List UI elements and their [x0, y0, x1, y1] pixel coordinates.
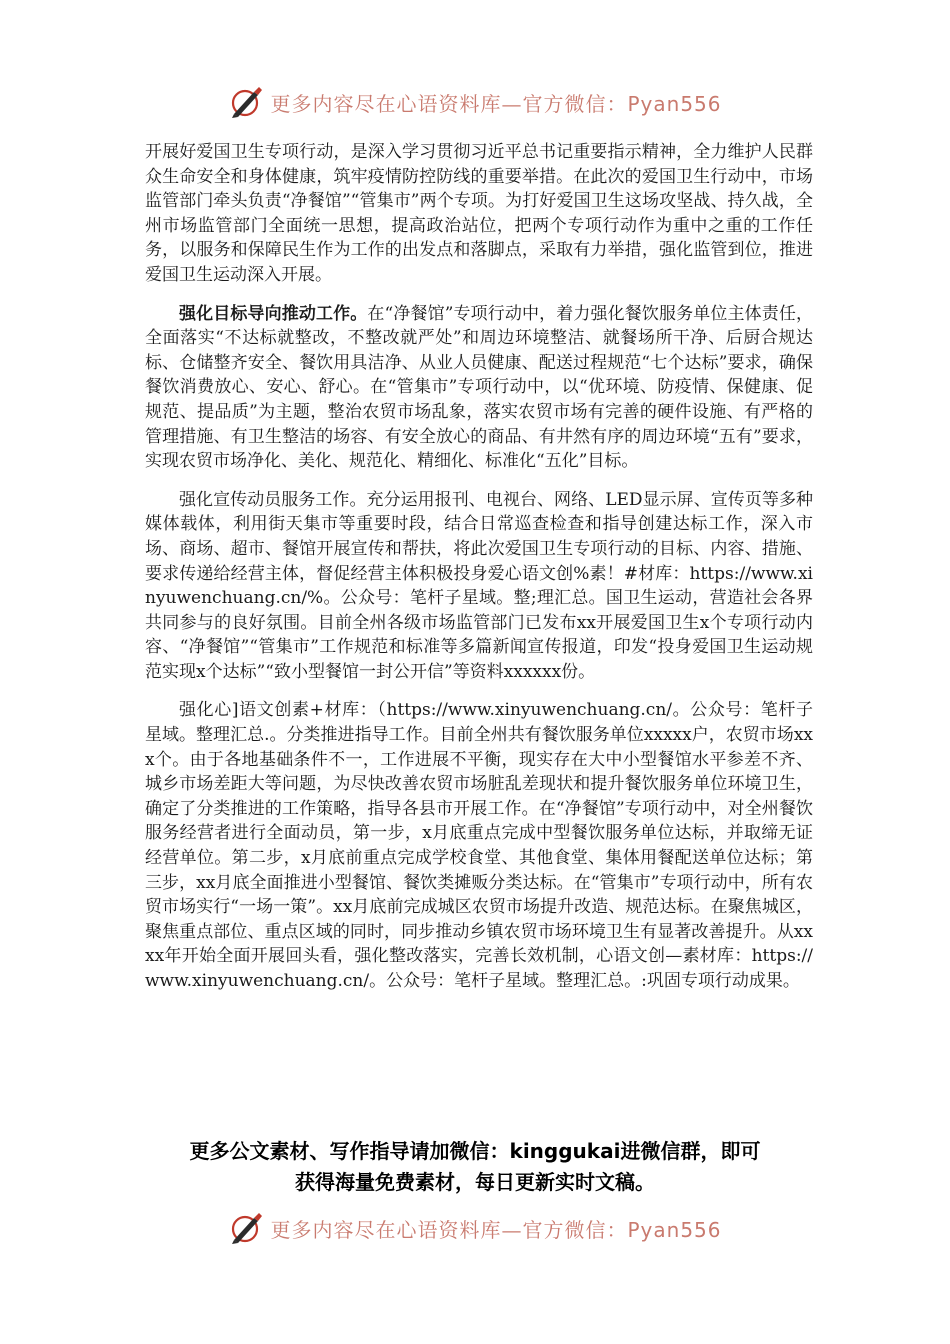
paragraph-goal-oriented [145, 302, 813, 474]
header-banner-label: 更多内容尽在心语资料库—官方微信： [270, 91, 628, 116]
paragraph-intro-text: 开展好爱国卫生专项行动，是深入学习贯彻习近平总书记重要指示精神，全力维护人民群众生命安全和身体健康，筑牢疫情防控防线的重要举措。在此次的爱国卫生行动中，市场监管部门牵头负责“净餐馆”“管集市”两个专项。为打好爱国卫生这场攻坚战、持久战，全州市场监管部门全面统一思想，提高政治站位，把两个专项行动作为重中之重的工作任务，以服务和保障民生作为工作的出发点和落脚点，采取有力举措，强化监管到位，推进爱国卫生运动深入开展。 [145, 142, 813, 285]
header-banner-text [270, 88, 721, 117]
footer-banner [0, 1208, 950, 1248]
footer-banner-label: 更多内容尽在心语资料库—官方微信： [270, 1217, 628, 1242]
paragraph-goal-oriented-heading: 强化目标导向推动工作。 [179, 303, 368, 324]
header-banner-wechat-id: Pyan556 [627, 91, 722, 116]
footer-cta-line-1: 更多公文素材、写作指导请加微信：kinggukai进微信群，即可 [189, 1139, 761, 1163]
header-banner-inner [228, 84, 721, 120]
pen-logo-icon [228, 1210, 264, 1246]
header-banner [0, 82, 950, 122]
paragraph-classified-guidance-text: 强化心]语文创素+材库：（https://www.xinyuwenchuang.cn/。公众号：笔杆子星域。整理汇总.。分类推进指导工作。目前全州共有餐饮服务单位xxxxx户，农贸市场xxx个。由于各地基础条件不一，工作进展不平衡，现实存在大中小型餐馆水平参差不齐、城乡市场差距大等问题，为尽快改善农贸市场脏乱差现状和提升餐饮服务单位环境卫生，确定了分类推进的工作策略，指导各县市开展工作。在“净餐馆”专项行动中，对全州餐饮服务经营者进行全面动员，第一步，x月底重点完成中型餐饮服务单位达标，并取缔无证经营单位。第二步，x月底前重点完成学校食堂、其他食堂、集体用餐配送单位达标；第三步，xx月底全面推进小型餐馆、餐饮类摊贩分类达标。在“管集市”专项行动中，所有农贸市场实行“一场一策”。xx月底前完成城区农贸市场提升改造、规范达标。在聚焦城区，聚焦重点部位、重点区域的同时，同步推动乡镇农贸市场环境卫生有显著改善提升。从xxxx年开始全面开展回头看，强化整改落实，完善长效机制，心语文创—素材库：https://www.xinyuwenchuang.cn/。公众号：笔杆子星域。整理汇总。:巩固专项行动成果。 [145, 700, 813, 991]
document-body [145, 140, 813, 1008]
paragraph-goal-oriented-text: 在“净餐馆”专项行动中，着力强化餐饮服务单位主体责任，全面落实“不达标就整改，不整改就严处”和周边环境整洁、就餐场所干净、后厨合规达标、仓储整齐安全、餐饮用具洁净、从业人员健康、配送过程规范“七个达标”要求，确保餐饮消费放心、安心、舒心。在“管集市”专项行动中，以“优环境、防疫情、保健康、促规范、提品质”为主题，整治农贸市场乱象，落实农贸市场有完善的硬件设施、有严格的管理措施、有卫生整洁的场容、有安全放心的商品、有井然有序的周边环境“五有”要求，实现农贸市场净化、美化、规范化、精细化、标准化“五化”目标。 [145, 303, 813, 472]
footer-cta-line-2: 获得海量免费素材，每日更新实时文稿。 [295, 1170, 655, 1194]
footer-banner-inner [228, 1210, 721, 1246]
footer-banner-text [270, 1214, 721, 1243]
paragraph-classified-guidance [145, 698, 813, 993]
paragraph-intro [145, 140, 813, 288]
pen-logo-icon [228, 84, 264, 120]
paragraph-publicity [145, 488, 813, 685]
footer-banner-wechat-id: Pyan556 [627, 1217, 722, 1242]
paragraph-publicity-text: 强化宣传动员服务工作。充分运用报刊、电视台、网络、LED显示屏、宣传页等多种媒体载体，利用街天集市等重要时段，结合日常巡查检查和指导创建达标工作，深入市场、商场、超市、餐馆开展宣传和帮扶，将此次爱国卫生专项行动的目标、内容、措施、要求传递给经营主体，督促经营主体积极投身爱心语文创%素！#材库：https://www.xinyuwenchuang.cn/%。公众号：笔杆子星域。整;理汇总。国卫生运动，营造社会各界共同参与的良好氛围。目前全州各级市场监管部门已发布xx开展爱国卫生x个专项行动内容、“净餐馆”“管集市”工作规范和标准等多篇新闻宣传报道，印发“投身爱国卫生运动规范实现x个达标”“致小型餐馆一封公开信”等资料xxxxxx份。 [145, 489, 813, 682]
footer-call-to-action [130, 1136, 820, 1198]
